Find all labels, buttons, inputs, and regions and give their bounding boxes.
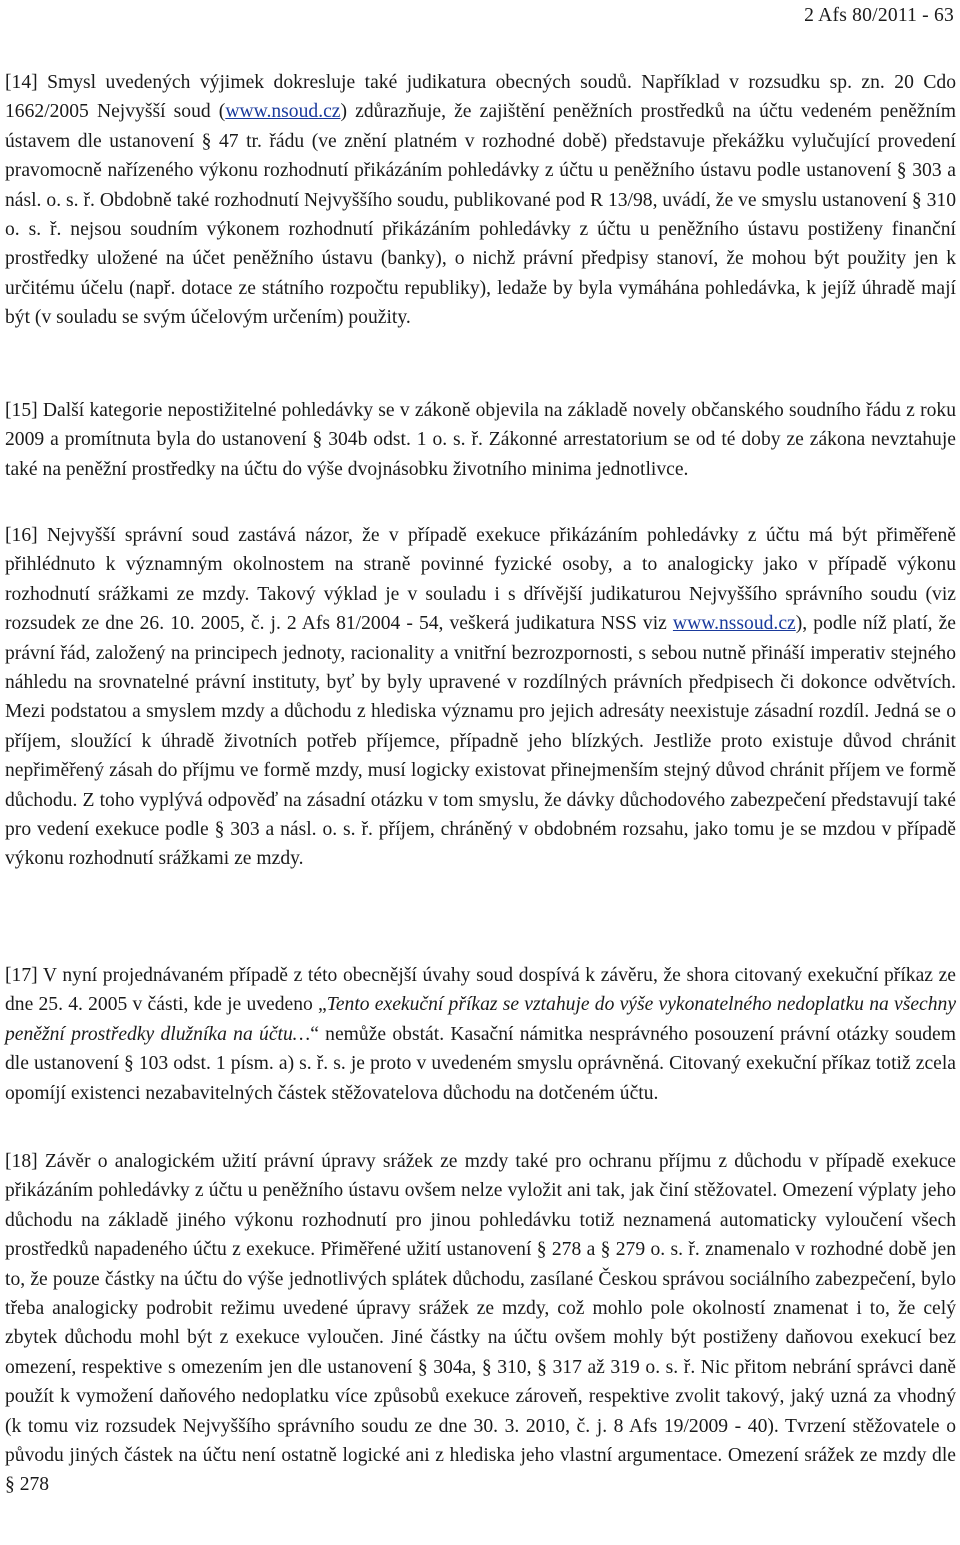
paragraph-14	[5, 68, 956, 333]
link-nsoud[interactable]: www.nsoud.cz	[225, 101, 341, 123]
paragraph-14-text-a: [14] Smysl uvedených výjimek dokresluje také judikatura obecných soudů. Například v rozsudku sp. zn. 20 Cdo 1662/2005 Nejvyšší soud (	[5, 72, 956, 123]
paragraph-17-text-a: [17] V nyní projednávaném případě z této obecnější úvahy soud dospívá k závěru, že shora citovaný exekuční příkaz ze dne 25. 4. 2005 v části, kde je uvedeno „	[5, 965, 956, 1016]
paragraph-16	[5, 521, 956, 874]
quoted-order-text: Tento exekuční příkaz se vztahuje do výše vykonatelného nedoplatku na všechny peněžní prostředky dlužníka na účtu…	[5, 994, 957, 1045]
paragraph-17-text-b: “ nemůže obstát. Kasační námitka nesprávného posouzení právní otázky soudem dle ustanovení § 103 odst. 1 písm. a) s. ř. s. je proto v uvedeném smyslu oprávněná. Citovaný exekuční příkaz totiž zcela opomíjí existenci nezabavitelných částek stěžovatelova důchodu na dotčeném účtu.	[5, 1023, 956, 1104]
paragraph-15: [15] Další kategorie nepostižitelné pohledávky se v zákoně objevila na základě novely občanského soudního řádu z roku 2009 a promítnuta byla do ustanovení § 304b odst. 1 o. s. ř. Zákonné arrestatorium se od té doby ze zákona nevztahuje také na peněžní prostředky na účtu do výše dvojnásobku životního minima jednotlivce.	[5, 400, 956, 480]
paragraph-16-text-a: [16] Nejvyšší správní soud zastává názor, že v případě exekuce přikázáním pohledávky z účtu má být přiměřeně přihlédnuto k významným okolnostem na straně povinné fyzické osoby, a to analogicky jako v případě výkonu rozhodnutí srážkami ze mzdy. Takový výklad je v souladu i s dřívější judikaturou Nejvyššího správního soudu (viz rozsudek ze dne 26. 10. 2005, č. j. 2 Afs 81/2004 - 54, veškerá judikatura NSS viz	[5, 525, 956, 635]
paragraph-17	[5, 961, 956, 1108]
case-reference: 2 Afs 80/2011 - 63	[804, 5, 954, 26]
paragraph-16-text-b: ), podle níž platí, že právní řád, založený na principech jednoty, racionality a vnitřní bezrozpornosti, s sebou nutně přináší imperativ stejného náhledu na srovnatelné právní instituty, byť by byly upravené v rozdílných právních předpisech či dokonce odvětvích. Mezi podstatou a smyslem mzdy a důchodu z hlediska významu pro jejich adresáty neexistuje zásadní rozdíl. Jedná se o příjem, sloužící k úhradě životních potřeb příjemce, případně jeho blízkých. Jestliže proto existuje důvod chránit nepřiměřený zásah do příjmu ve formě mzdy, musí logicky existovat přinejmenším stejný důvod chránit příjem ve formě důchodu. Z toho vyplývá odpověď na zásadní otázku v tom smyslu, že dávky důchodového zabezpečení představují také pro vedení exekuce podle § 303 a násl. o. s. ř. příjem, chráněný v obdobném rozsahu, jako tomu je se mzdou v případě výkonu rozhodnutí srážkami ze mzdy.	[5, 613, 956, 870]
paragraph-18: [18] Závěr o analogickém užití právní úpravy srážek ze mzdy také pro ochranu příjmu z důchodu v případě exekuce přikázáním pohledávky z účtu u peněžního ústavu ovšem nelze vyložit ani tak, jak činí stěžovatel. Omezení výplaty jeho důchodu na základě jiného výkonu rozhodnutí pro jinou pohledávku totiž neznamená automaticky vyloučení všech prostředků napadeného účtu z exekuce. Přiměřené užití ustanovení § 278 a § 279 o. s. ř. znamenalo v rozhodné době jen to, že pouze částky na účtu do výše jednotlivých splátek důchodu, zasílané Českou správou sociálního zabezpečení, bylo třeba analogicky podrobit režimu uvedené úpravy srážek ze mzdy, což mohlo pole okolností znamenat i to, že celý zbytek důchodu mohl být z exekuce vyloučen. Jiné částky na účtu ovšem mohly být postiženy daňovou exekucí bez omezení, respektive s omezením jen dle ustanovení § 304a, § 310, § 317 až 319 o. s. ř. Nic přitom nebrání správci daně použít k vymožení daňového nedoplatku více způsobů exekuce zároveň, respektive zvolit takový, jaký uzná za vhodný (k tomu viz rozsudek Nejvyššího správního soudu ze dne 30. 3. 2010, č. j. 8 Afs 19/2009 - 40). Tvrzení stěžovatele o původu jiných částek na účtu není ostatně logické ani z hlediska jeho vlastní argumentace. Omezení srážek ze mzdy dle § 278	[5, 1151, 956, 1496]
link-nssoud[interactable]: www.nssoud.cz	[672, 613, 796, 635]
paragraph-14-text-b: ) zdůrazňuje, že zajištění peněžních prostředků na účtu vedeném peněžním ústavem dle ustanovení § 47 tr. řádu (ve znění platném v rozhodné době) představuje překážku vylučující provedení pravomocně nařízeného výkonu rozhodnutí přikázáním pohledávky z účtu u peněžního ústavu podle ustanovení § 303 a násl. o. s. ř. Obdobně také rozhodnutí Nejvyššího soudu, publikované pod R 13/98, uvádí, že ve smyslu ustanovení § 310 o. s. ř. nejsou soudním výkonem rozhodnutí přikázáním pohledávky z účtu u peněžního ústavu postiženy finanční prostředky uložené na účet peněžního ústavu (banky), o nichž právní předpisy stanoví, že mohou být použity jen k určitému účelu (např. dotace ze státního rozpočtu republiky), ledaže by byla vymáhána pohledávka, k jejíž úhradě mají být (v souladu se svým účelovým určením) použity.	[5, 101, 956, 329]
